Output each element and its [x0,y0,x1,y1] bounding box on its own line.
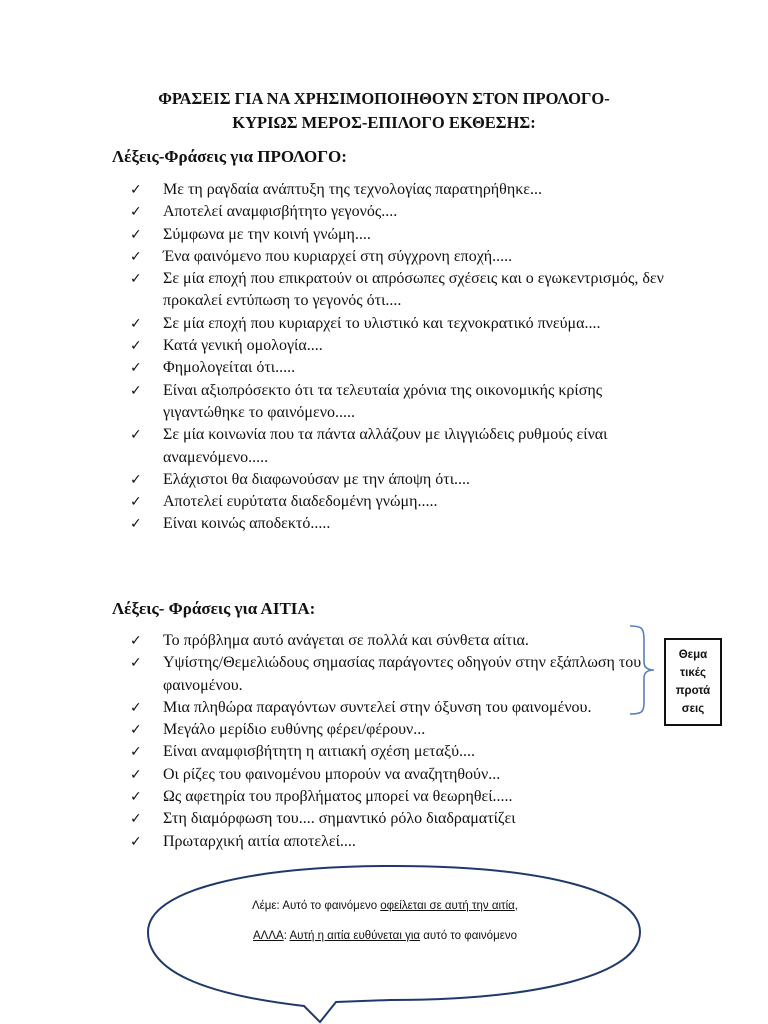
list-item: ✓ Ως αφετηρία του προβλήματος μπορεί να θεωρηθεί..... [130,786,650,808]
checkmark-icon: ✓ [130,360,142,377]
list-item: ✓ Είναι κοινώς αποδεκτό..... [130,513,670,535]
title-line-2: ΚΥΡΙΩΣ ΜΕΡΟΣ-ΕΠΙΛΟΓΟ ΕΚΘΕΣΗΣ: [232,113,536,132]
checkmark-icon: ✓ [130,427,142,444]
list-item: ✓ Οι ρίζες του φαινομένου μπορούν να αναζητηθούν... [130,764,650,786]
list-item: ✓ Σε μία κοινωνία που τα πάντα αλλάζουν με ιλιγγιώδεις ρυθμούς είναι αναμενόμενο..... [130,426,608,466]
checkmark-icon: ✓ [130,811,142,828]
themes-box: Θεμα τικές προτά σεις [664,638,722,726]
title-line-1: ΦΡΑΣΕΙΣ ΓΙΑ ΝΑ ΧΡΗΣΙΜΟΠΟΙΗΘΟΥΝ ΣΤΟΝ ΠΡΟΛΟΓΟ- [158,89,610,108]
list-item: ✓ Πρωταρχική αιτία αποτελεί.... [130,831,650,853]
checkmark-icon: ✓ [130,722,142,739]
list-item: ✓ Το πρόβλημα αυτό ανάγεται σε πολλά και σύνθετα αίτια. [130,630,650,652]
list-item: ✓ Αποτελεί αναμφισβήτητο γεγονός.... [130,201,670,223]
bubble-line-2: ΑΛΛΑ: Αυτή η αιτία ευθύνεται για αυτό το φαινόμενο [253,930,517,942]
list-item: ✓ Μεγάλο μερίδιο ευθύνης φέρει/φέρουν... [130,719,650,741]
list-item: ✓ Αποτελεί ευρύτατα διαδεδομένη γνώμη..... [130,491,670,513]
checkmark-icon: ✓ [130,744,142,761]
checkmark-icon: ✓ [130,471,142,488]
checkmark-icon: ✓ [130,226,142,243]
prologue-list [130,179,670,536]
checkmark-icon: ✓ [130,655,142,672]
checkmark-icon: ✓ [130,315,142,332]
checkmark-icon: ✓ [130,789,142,806]
causes-list [130,630,650,853]
list-item: ✓ Σύμφωνα με την κοινή γνώμη.... [130,224,670,246]
list-item: ✓ Υψίστης/Θεμελιώδους σημασίας παράγοντες οδηγούν στην εξάπλωση του φαινομένου. [130,654,642,694]
checkmark-icon: ✓ [130,516,142,533]
checkmark-icon: ✓ [130,633,142,649]
checkmark-icon: ✓ [130,204,142,221]
checkmark-icon: ✓ [130,248,142,265]
bubble-line-1: Λέμε: Αυτό το φαινόμενο οφείλεται σε αυτή την αιτία, [252,900,518,912]
list-item: ✓ Μια πληθώρα παραγόντων συντελεί στην όξυνση του φαινομένου. [130,697,650,719]
prologue-heading: Λέξεις-Φράσεις για ΠΡΟΛΟΓΟ: [112,147,347,166]
page-title [100,87,668,135]
list-item: ✓ Με τη ραγδαία ανάπτυξη της τεχνολογίας παρατηρήθηκε... [130,179,670,201]
causes-heading: Λέξεις- Φράσεις για ΑΙΤΙΑ: [112,599,316,618]
list-item: ✓ Είναι αξιοπρόσεκτο ότι τα τελευταία χρόνια της οικονομικής κρίσης γιγαντώθηκε το φαινόμενο..... [130,381,603,421]
checkmark-icon: ✓ [130,699,142,716]
checkmark-icon: ✓ [130,766,142,783]
curly-brace-icon [628,624,658,716]
list-item: ✓ Στη διαμόρφωση του.... σημαντικό ρόλο διαδραματίζει [130,808,650,830]
list-item: ✓ Σε μία εποχή που κυριαρχεί το υλιστικό και τεχνοκρατικό πνεύμα.... [130,313,670,335]
checkmark-icon: ✓ [130,382,142,399]
checkmark-icon: ✓ [130,271,142,288]
list-item: ✓ Κατά γενική ομολογία.... [130,335,670,357]
checkmark-icon: ✓ [130,182,142,198]
list-item: ✓ Είναι αναμφισβήτητη η αιτιακή σχέση μεταξύ.... [130,741,650,763]
checkmark-icon: ✓ [130,833,142,850]
list-item: ✓ Φημολογείται ότι..... [130,357,670,379]
list-item: ✓ Ελάχιστοι θα διαφωνούσαν με την άποψη ότι.... [130,469,670,491]
checkmark-icon: ✓ [130,494,142,511]
list-item: ✓ Σε μία εποχή που επικρατούν οι απρόσωπες σχέσεις και ο εγωκεντρισμός, δεν προκαλεί εντύπωση το γεγονός ότι.... [130,270,664,310]
list-item: ✓ Ένα φαινόμενο που κυριαρχεί στη σύγχρονη εποχή..... [130,246,670,268]
checkmark-icon: ✓ [130,338,142,355]
